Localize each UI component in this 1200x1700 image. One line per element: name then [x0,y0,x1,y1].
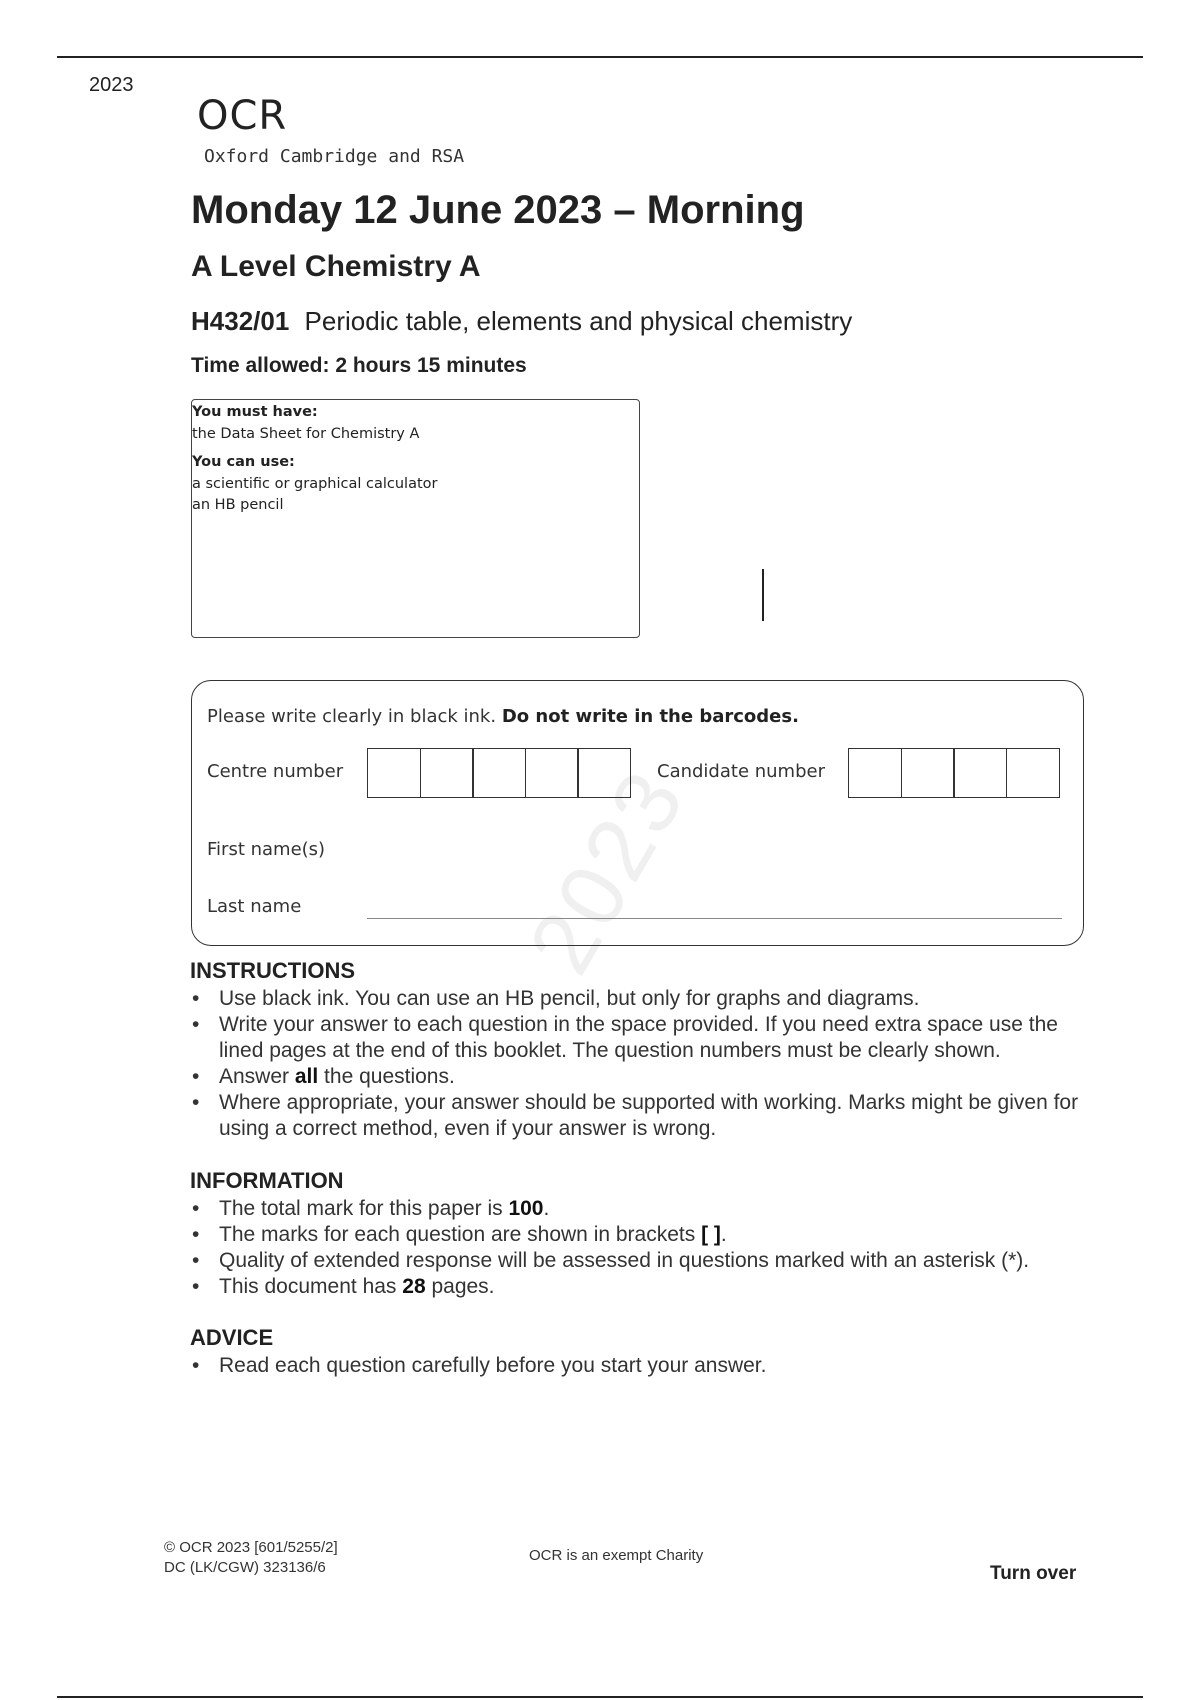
information-list [190,1196,1090,1300]
list-item-text: . [543,1197,550,1220]
watermark: 2023 [510,752,706,990]
centre-number-cell[interactable] [472,748,526,798]
list-item [190,1196,1090,1222]
list-item-text: The total mark for this paper is [219,1197,509,1220]
list-item-text: Read each question carefully before you start your answer. [219,1354,767,1377]
candidate-number-cell[interactable] [848,748,902,798]
centre-number-cells[interactable] [367,748,631,798]
ink-note-text: Please write clearly in black ink. [207,706,497,727]
last-name-label: Last name [207,896,302,917]
list-item-text: Quality of extended response will be assessed in questions marked with an asterisk (*). [219,1249,1030,1272]
logo-subtitle: Oxford Cambridge and RSA [204,146,465,167]
list-item-text: Use black ink. You can use an HB pencil, but only for graphs and diagrams. [219,987,920,1010]
first-name-field[interactable] [367,866,1062,867]
top-rule [57,56,1143,58]
ink-note [207,706,799,727]
bullet: • [192,1249,200,1272]
copyright-text: © OCR 2023 [601/5255/2] [164,1539,338,1556]
must-have-item: the Data Sheet for Chemistry A [192,426,420,442]
last-name-field[interactable] [367,918,1062,919]
list-item [190,1064,1090,1090]
instructions-list [190,986,1090,1142]
charity-note: OCR is an exempt Charity [529,1547,704,1564]
corner-year: 2023 [89,74,134,96]
advice-list [190,1353,1090,1379]
advice-heading: ADVICE [190,1325,274,1350]
candidate-number-cell[interactable] [1006,748,1060,798]
bullet: • [192,1354,200,1377]
information-heading: INFORMATION [190,1168,344,1193]
list-item-emphasis: 28 [402,1275,426,1298]
centre-number-cell[interactable] [367,748,421,798]
list-item-text: Answer [219,1065,295,1088]
instructions-section [190,958,1090,1142]
list-item [190,1248,1090,1274]
can-use-heading: You can use: [192,454,295,470]
must-have-heading: You must have: [192,404,318,420]
list-item-emphasis: [ ] [701,1223,721,1246]
list-item-text: the questions. [318,1065,455,1088]
subject-heading: A Level Chemistry A [191,250,481,283]
paper-title [191,306,852,337]
centre-number-label: Centre number [207,761,344,782]
can-use-item: a scientific or graphical calculator [192,476,438,492]
list-item-text: Write your answer to each question in the space provided. If you need extra space use the lined pages at the end of this booklet. The question numbers must be clearly shown. [219,1013,1058,1062]
centre-number-cell[interactable] [577,748,631,798]
centre-number-cell[interactable] [420,748,474,798]
bullet: • [192,1013,200,1036]
candidate-number-cell[interactable] [901,748,955,798]
candidate-details-box [191,680,1084,946]
list-item [190,1090,1090,1142]
list-item-text: pages. [425,1275,495,1298]
turn-over-label: Turn over [990,1563,1077,1584]
first-name-label: First name(s) [207,839,326,860]
bullet: • [192,1197,200,1220]
list-item-text: The marks for each question are shown in brackets [219,1223,702,1246]
can-use-item: an HB pencil [192,497,284,513]
list-item [190,1274,1090,1300]
ink-note-warning: Do not write in the barcodes. [501,706,799,727]
list-item-emphasis: 100 [508,1197,544,1220]
footer-left [164,1538,338,1578]
document-code: DC (LK/CGW) 323136/6 [164,1559,326,1576]
advice-section [190,1325,1090,1379]
instructions-heading: INSTRUCTIONS [190,958,355,983]
logo-main-text: OCR [197,93,288,139]
bullet: • [192,1223,200,1246]
candidate-number-label: Candidate number [657,761,825,782]
list-item-text: This document has [219,1275,403,1298]
candidate-number-cells[interactable] [848,748,1060,798]
exam-date-heading: Monday 12 June 2023 – Morning [191,188,805,232]
paper-name: Periodic table, elements and physical chemistry [304,306,853,336]
list-item-emphasis: all [294,1065,319,1088]
ocr-logo [197,93,465,167]
information-section [190,1168,1090,1300]
list-item-text: Where appropriate, your answer should be supported with working. Marks might be given for using a correct method, even if your answer is wrong. [219,1091,1079,1140]
bullet: • [192,1091,200,1114]
list-item [190,986,1090,1012]
candidate-number-cell[interactable] [953,748,1007,798]
bullet: • [192,1065,200,1088]
materials-box [191,399,640,638]
barcode-marker [762,569,764,621]
bottom-rule [57,1696,1143,1698]
bullet: • [192,1275,200,1298]
centre-number-cell[interactable] [525,748,579,798]
list-item [190,1353,1090,1379]
list-item [190,1012,1090,1064]
paper-code: H432/01 [191,306,290,336]
time-allowed: Time allowed: 2 hours 15 minutes [191,354,527,377]
bullet: • [192,987,200,1010]
list-item-text: . [720,1223,727,1246]
list-item [190,1222,1090,1248]
